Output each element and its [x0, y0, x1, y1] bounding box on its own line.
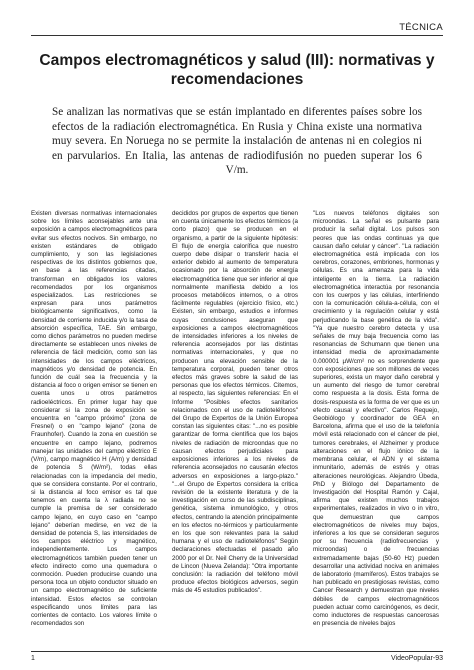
section-label: TÉCNICA [399, 22, 443, 33]
column-3-text: "Los nuevos teléfonos digitales son microondas. La señal es pulsante para producir la señal digital. Los pulsos son peores que las ondas continuas ya que causan daño celular y cáncer". "La radiación electromagnética está implicada con los cerebros, corazones, embriones, hormonas y células. Es una amenaza para la vida inteligente en la tierra. La radiación electromagnética interactúa por resonancia con los cuerpos y las células, interfiriendo con la comunicación célula-a-célula, con el crecimiento y la regulación celular y está perjudicando la base genética de la vida". "Ya que nuestro cerebro detecta y usa señales de muy baja frecuencia como las resonancias de Schumann que tienen una intensidad media de aproximadamente 0.000001 µW/cm² no es sorprendente que con exposiciones que son millones de veces superiores, exista un mayor daño cerebral y un aumento del riesgo de tumor cerebral como respuesta a la dosis. Esta forma de dosis-respuesta es la forma de ver que es un efecto causal y efectivo". Carlos Requejo, Geobiólogo y coordinador de GEA en Barcelona, afirma que el uso de la telefonía móvil está relacionado con el cáncer de piel, tumores cerebrales, el Alzheimer y produce alteraciones en el flujo iónico de la membrana celular, el ADN y el sistema inmunitario, además de estrés y otras alteraciones neurológicas. Alejandro Úbeda, PhD y Biólogo del Departamento de Investigación del Hospital Ramón y Cajal, afirma que existen muchos trabajos experimentales, realizados in vivo o in vitro, que demuestran que campos electromagnéticos de niveles muy bajos, inferiores a los que se consideran seguros por su frecuencia (radiofrecuencias y microondas) o de frecuencias extremadamente bajas (50-60 Hz) pueden desarrollar una actividad nociva en animales de laboratorio (mamíferos). Estos trabajos se han publicado en prestigiosas revistas, como Cancer Research y demuestran que niveles débiles de campos electromagnéticos pueden actuar como carcinógenos, es decir, como inductores de respuestas cancerosas en presencia de niveles bajos [313, 210, 439, 628]
header-rule [31, 35, 443, 36]
article-standfirst: Se analizan las normativas que se están implantado en diferentes países sobre los efectos de la radiación electromagnética. En Rusia y China existe una normativa muy severa. En Noruega no se permite la instalación de antenas ni en colegios ni en parvularios. En Italia, las antenas de radiodifusión no pueden superar los 6 V/m. [52, 106, 422, 177]
column-2-text: decididos por grupos de expertos que tienen en cuenta únicamente los efectos térmicos (a corto plazo) que se producen en el organismo, a partir de la siguiente hipótesis: El flujo de energía calorífica que nuestro cuerpo debe disipar o transferir hacia el exterior debido al aumento de temperatura ocasionado por la absorción de energía electromagnética tiene que ser inferior al que normalmente manifiesta debido a los procesos metabólicos internos, o a otros fácilmente regulables (ejercicio físico, etc.) Existen, sin embargo, estudios e informes cuyas conclusiones aseguran que exposiciones a campos electromagnéticos de intensidades inferiores a los niveles de referencia aconsejados por las distintas normativas internacionales, y que no producen una elevación sensible de la temperatura corporal, pueden tener otros efectos más graves sobre la salud de las personas que los efectos térmicos. Citemos, al respecto, las siguientes referencias: En el Informe "Posibles efectos sanitarios relacionados con el uso de radioteléfonos" del Grupo de Expertos de la Unión Europea constan las siguientes citas: "...no es posible garantizar de forma científica que los bajos niveles de radiación de microondas que no causan efectos perjudiciales para exposiciones inferiores a los niveles de referencia aconsejados no causarán efectos adversos en exposiciones a largo-plazo." "...el Grupo de Expertos considera la crítica revisión de la existente literatura y de la investigación en curso de las subdisciplinas, genética, sistema inmunológico, y otros efectos, centrando la atención principalmente en los efectos no-térmicos y particularmente en los que son relevantes para la salud humana y el uso de radioteléfonos" Según declaraciones efectuadas el pasado año 2000 por el Dr. Neil Cherry de la Universidad de Lincon (Nueva Zelanda): "Otra importante conclusión: la radiación del teléfono móvil produce efectos biológicos adversos, según más de 45 estudios publicados". [172, 210, 298, 595]
body-column-3 [313, 210, 439, 642]
body-column-1 [31, 210, 157, 642]
footer-rule [31, 651, 443, 652]
body-column-2 [172, 210, 298, 642]
publication-folio: VideoPopular-93 [390, 655, 443, 662]
column-1-text: Existen diversas normativas internacionales sobre los límites aconsejables ante una exposición a campos electromagnéticos para evitar sus efectos nocivos. Sin embargo, no existen estándares de obligado cumplimiento, y son las legislaciones respectivas de los distintos gobiernos que, en base a las referencias citadas, transforman en obligados los valores recomendados por los organismos especializados. Las restricciones se expresan para unos parámetros biológicamente significativos, como la densidad de corriente inducida y/o la tasa de absorción específica, TAE. Sin embargo, como dichos parámetros no pueden medirse directamente se establecen unos niveles de referencia de fácil medición, como son las intensidades de los campos eléctricos, magnéticos y/o densidad de potencia. En función de cuál sea la frecuencia y la distancia al foco o origen emisor se tienen en cuenta unos u otros parámetros radioeléctricos. En primer lugar hay que considerar si la zona de exposición se encuentra en "campo próximo" (zona de Fresnel) o en "campo lejano" (zona de Fraunhofer). Cuando la zona en cuestión se encuentre en campo lejano, podremos manejar las unidades del campo eléctrico E (V/m), campo magnético H (A/m) y densidad de potencia S (W/m²), todas ellas relacionadas con la impedancia del medio, que se considera constante. Por el contrario, si la distancia al foco emisor es tal que tenemos en cuenta la λ radiada no se cumple la premisa de ser considerado campo lejano, en cuyo caso en "campo lejano" deberían medirse, en vez de la densidad de potencia S, las intensidades de los campos eléctrico y magnético, independientemente. Los campos electromagnéticos también pueden tener un efecto indirecto como una quemadura o conmoción. Pueden producirse cuando una persona toca un objeto conductor situado en un campo electromagnético de suficiente intensidad. Estos efectos se controlan especificando unos límites para las corrientes de contacto. Los valores límite o recomendados son [31, 210, 157, 628]
page-number: 1 [31, 655, 35, 662]
article-title: Campos electromagnéticos y salud (III): normativas y recomendaciones [39, 52, 435, 88]
